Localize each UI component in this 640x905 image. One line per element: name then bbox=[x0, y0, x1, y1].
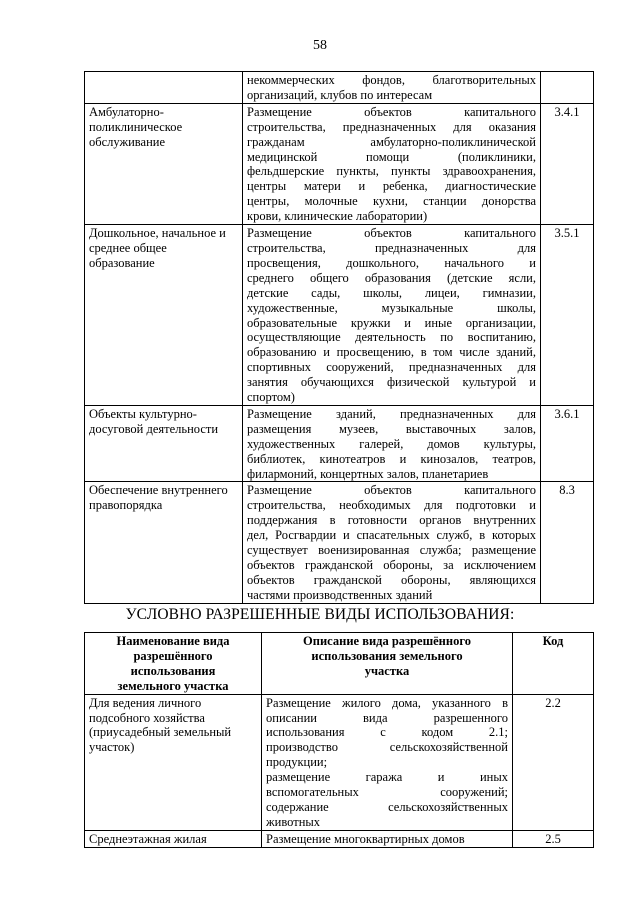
cell-line: участок) bbox=[89, 740, 135, 755]
use-name-cell bbox=[85, 103, 243, 224]
use-code-cell: 8.3 bbox=[541, 482, 594, 603]
page-number: 58 bbox=[313, 38, 327, 53]
cell-line: поддержания в готовности органов внутренних bbox=[247, 513, 536, 528]
cell-line: размещение гаража и иных bbox=[266, 770, 508, 785]
cell-line: Размещение многоквартирных домов bbox=[266, 831, 465, 846]
use-description-cell bbox=[262, 694, 513, 830]
use-code-cell: 2.2 bbox=[513, 694, 594, 830]
cell-line: художественные, музыкальные школы, bbox=[247, 300, 536, 315]
header-description bbox=[262, 633, 513, 695]
cell-line: Обеспечение внутреннего bbox=[89, 483, 228, 498]
cell-line: Размещение объектов капитального bbox=[247, 104, 536, 119]
table-row bbox=[85, 482, 594, 603]
cell-line: использования bbox=[130, 663, 216, 678]
cell-line: описании вида разрешенного bbox=[266, 710, 508, 725]
cell-line: спортивных сооружений, предназначенных для bbox=[247, 360, 536, 375]
cell-line: занятия обучающихся физической культурой и bbox=[247, 375, 536, 390]
use-name-cell bbox=[85, 694, 262, 830]
cell-line: производство сельскохозяйственной bbox=[266, 740, 508, 755]
cell-line: земельного участка bbox=[117, 678, 229, 693]
use-description-cell bbox=[243, 103, 541, 224]
cell-line: вспомогательных сооружений; bbox=[266, 785, 508, 800]
table-row bbox=[85, 225, 594, 406]
cell-line: Для ведения личного bbox=[89, 695, 202, 710]
cell-line: объектов гражданской обороны, за исключением bbox=[247, 558, 536, 572]
cell-line: Среднеэтажная жилая bbox=[89, 831, 207, 846]
cell-line: гражданам амбулаторно-поликлинической bbox=[247, 134, 536, 149]
cell-line: Описание вида разрешённого bbox=[303, 634, 471, 648]
use-code-cell: 3.6.1 bbox=[541, 405, 594, 482]
cell-line: филармоний, концертных залов, планетариев bbox=[247, 466, 489, 481]
use-code-cell: 3.5.1 bbox=[541, 225, 594, 406]
header-name bbox=[85, 633, 262, 695]
use-code-cell bbox=[541, 72, 594, 104]
use-name-cell bbox=[85, 72, 243, 104]
cell-line: правопорядка bbox=[89, 498, 163, 513]
cell-line: участка bbox=[364, 663, 410, 678]
cell-line: досуговой деятельности bbox=[89, 421, 219, 436]
table-row bbox=[85, 405, 594, 482]
cell-line: строительства, предназначенных для bbox=[247, 240, 536, 255]
cell-line: художественных галерей, домов культуры, bbox=[247, 436, 536, 451]
cell-line: Объекты культурно- bbox=[89, 406, 197, 421]
cell-line: некоммерческих фондов, благотворительных bbox=[247, 73, 536, 87]
cell-line: размещения музеев, выставочных залов, bbox=[247, 421, 536, 436]
cell-line: Амбулаторно- bbox=[89, 104, 164, 119]
cell-line: частями производственных зданий bbox=[247, 587, 433, 602]
cell-line: продукции; bbox=[266, 755, 328, 770]
cell-line: крови, клинические лаборатории) bbox=[247, 209, 428, 224]
cell-line: спортом) bbox=[247, 390, 295, 405]
cell-line: животных bbox=[266, 814, 321, 829]
header-row bbox=[85, 633, 594, 695]
table-row bbox=[85, 72, 594, 104]
use-name-cell bbox=[85, 225, 243, 406]
cell-line: разрешённого bbox=[133, 648, 213, 663]
use-name-cell bbox=[85, 482, 243, 603]
cell-line: просвещения, дошкольного, начального и bbox=[247, 255, 536, 270]
cell-line: библиотек, кинотеатров и кинозалов, театров, bbox=[247, 451, 536, 466]
cell-line: осуществляющие деятельность по воспитанию, bbox=[247, 330, 536, 345]
table-row bbox=[85, 694, 594, 830]
cell-line: строительства, предназначенных для оказания bbox=[247, 119, 536, 134]
cell-line: Дошкольное, начальное и bbox=[89, 226, 226, 241]
cell-line: строительства, необходимых для подготовки и bbox=[247, 498, 536, 513]
conditional-uses-table bbox=[84, 632, 594, 848]
permitted-uses-table bbox=[84, 71, 594, 604]
cell-line: использования с кодом 2.1; bbox=[266, 725, 508, 740]
cell-line: образованию и просвещению, в том числе зданий, bbox=[247, 345, 536, 360]
cell-line: медицинской помощи (поликлиники, bbox=[247, 149, 536, 164]
section-title: УСЛОВНО РАЗРЕШЕННЫЕ ВИДЫ ИСПОЛЬЗОВАНИЯ: bbox=[125, 606, 515, 623]
table-row bbox=[85, 830, 594, 847]
use-description-cell bbox=[243, 482, 541, 603]
cell-line: подсобного хозяйства bbox=[89, 710, 205, 725]
cell-line: содержание сельскохозяйственных bbox=[266, 799, 508, 814]
table-row bbox=[85, 103, 594, 224]
cell-line: центры матери и ребенка, диагностические bbox=[247, 179, 536, 194]
header-code: Код bbox=[513, 633, 594, 695]
use-name-cell bbox=[85, 830, 262, 847]
cell-line: среднего общего образования (детские ясли, bbox=[247, 270, 536, 285]
cell-line: Размещение зданий, предназначенных для bbox=[247, 406, 536, 421]
use-code-cell: 2.5 bbox=[513, 830, 594, 847]
cell-line: образование bbox=[89, 255, 155, 270]
use-description-cell bbox=[243, 72, 541, 104]
cell-line: существует военизированная служба; размещение bbox=[247, 543, 536, 558]
use-description-cell bbox=[262, 830, 513, 847]
use-name-cell bbox=[85, 405, 243, 482]
use-description-cell bbox=[243, 405, 541, 482]
cell-line: Размещение объектов капитального bbox=[247, 226, 536, 241]
cell-line: использования земельного bbox=[311, 648, 463, 663]
cell-line: Наименование вида bbox=[116, 634, 230, 648]
cell-line: среднее общее bbox=[89, 240, 167, 255]
cell-line: дел, Росгвардии и спасательных служб, в которых bbox=[247, 528, 536, 543]
cell-line: образовательные кружки и иные организации, bbox=[247, 315, 536, 330]
cell-line: объектов гражданской обороны, являющихся bbox=[247, 572, 536, 587]
cell-line: организаций, клубов по интересам bbox=[247, 87, 433, 102]
cell-line: (приусадебный земельный bbox=[89, 725, 232, 740]
cell-line: Размещение жилого дома, указанного в bbox=[266, 695, 508, 710]
cell-line: детские сады, школы, лицеи, гимназии, bbox=[247, 285, 536, 300]
cell-line: центры, молочные кухни, станции донорства bbox=[247, 194, 536, 209]
cell-line: фельдшерские пункты, пункты здравоохранения, bbox=[247, 164, 536, 179]
cell-line: поликлиническое bbox=[89, 119, 183, 134]
cell-line: Размещение объектов капитального bbox=[247, 483, 536, 498]
use-code-cell: 3.4.1 bbox=[541, 103, 594, 224]
cell-line: обслуживание bbox=[89, 134, 166, 149]
use-description-cell bbox=[243, 225, 541, 406]
